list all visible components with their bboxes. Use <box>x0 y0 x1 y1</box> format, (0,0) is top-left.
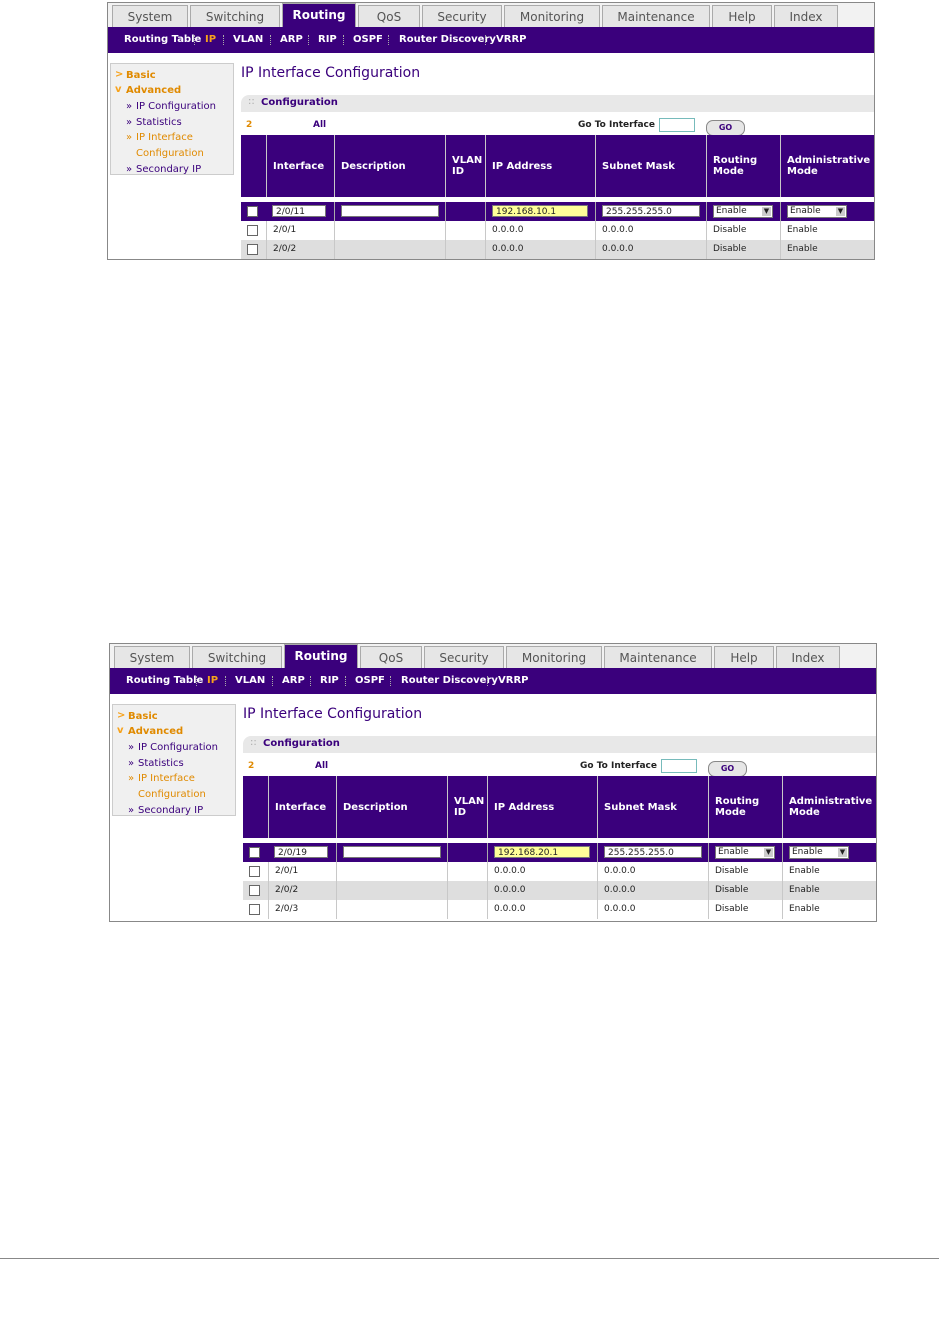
unit-number: 2 <box>248 761 255 771</box>
row-checkbox[interactable] <box>249 885 260 896</box>
section-header <box>241 95 874 112</box>
subnav-vlan[interactable]: VLAN <box>235 675 266 686</box>
menu-ip-interface[interactable]: IP Interface <box>138 773 195 784</box>
tab-routing[interactable]: Routing <box>284 644 358 668</box>
tab-system[interactable]: System <box>112 5 188 27</box>
col-ip-address: IP Address <box>487 776 597 838</box>
chevron-right-icon: > <box>117 710 126 721</box>
table-row: 2/0/1 0.0.0.0 0.0.0.0 Disable Enable <box>243 862 876 881</box>
subnav-vrrp[interactable]: VRRP <box>496 34 527 45</box>
tab-maintenance[interactable]: Maintenance <box>602 5 710 27</box>
menu-basic[interactable]: Basic <box>128 711 158 722</box>
goto-interface-input[interactable] <box>659 118 695 132</box>
tab-security[interactable]: Security <box>424 646 504 668</box>
tab-qos[interactable]: QoS <box>358 5 420 27</box>
table-header <box>241 135 874 197</box>
dropdown-arrow-icon: ▼ <box>763 207 770 215</box>
goto-interface-label: Go To Interface <box>580 761 657 771</box>
table-row: 2/0/2 0.0.0.0 0.0.0.0 Disable Enable <box>241 240 874 259</box>
tab-help[interactable]: Help <box>712 5 772 27</box>
subnav-router-discovery[interactable]: Router Discovery <box>399 34 496 45</box>
subnav-vrrp[interactable]: VRRP <box>498 675 529 686</box>
menu-advanced[interactable]: Advanced <box>128 726 184 737</box>
menu-secondary-ip[interactable]: Secondary IP <box>136 164 202 175</box>
col-interface: Interface <box>266 135 334 197</box>
subnav-ip[interactable]: IP <box>205 34 217 45</box>
row-checkbox[interactable] <box>249 847 260 858</box>
go-button[interactable]: GO <box>708 761 747 777</box>
controls-row <box>243 754 876 776</box>
col-routing-mode: Routing Mode <box>706 135 780 197</box>
subnav-router-discovery[interactable]: Router Discovery <box>401 675 498 686</box>
row-checkbox[interactable] <box>249 866 260 877</box>
screenshot-1 <box>107 2 875 260</box>
interface-input[interactable]: 2/0/11 <box>272 205 326 217</box>
tab-help[interactable]: Help <box>714 646 774 668</box>
menu-secondary-ip[interactable]: Secondary IP <box>138 805 204 816</box>
subnav-routing-table[interactable]: Routing Table <box>124 34 202 45</box>
col-routing-mode: Routing Mode <box>708 776 782 838</box>
side-menu: > Basic v Advanced » IP Configuration » Statistics » IP Interface Configuration » Secondary IP <box>112 704 236 816</box>
administrative-mode-select[interactable]: Enable ▼ <box>787 205 847 218</box>
goto-interface-label: Go To Interface <box>578 120 655 130</box>
col-description: Description <box>336 776 447 838</box>
tab-monitoring[interactable]: Monitoring <box>506 646 602 668</box>
tab-security[interactable]: Security <box>422 5 502 27</box>
menu-advanced[interactable]: Advanced <box>126 85 182 96</box>
chevron-right-icon: > <box>115 69 124 80</box>
tab-qos[interactable]: QoS <box>360 646 422 668</box>
subnav-ospf[interactable]: OSPF <box>355 675 385 686</box>
menu-ip-configuration[interactable]: IP Configuration <box>136 101 216 112</box>
tab-system[interactable]: System <box>114 646 190 668</box>
menu-ip-configuration[interactable]: IP Configuration <box>138 742 218 753</box>
tab-index[interactable]: Index <box>774 5 838 27</box>
grip-icon: :: <box>248 96 255 107</box>
unit-number: 2 <box>246 120 253 130</box>
ip-address-input[interactable]: 192.168.20.1 <box>494 846 590 858</box>
subnav-arp[interactable]: ARP <box>282 675 305 686</box>
tab-switching[interactable]: Switching <box>192 646 282 668</box>
menu-ip-interface-configuration[interactable]: Configuration <box>136 148 204 159</box>
screenshot-2 <box>109 643 877 922</box>
row-checkbox[interactable] <box>247 244 258 255</box>
tab-switching[interactable]: Switching <box>190 5 280 27</box>
routing-mode-select[interactable]: Enable ▼ <box>715 846 775 859</box>
chevron-down-icon: v <box>115 84 122 95</box>
dropdown-arrow-icon: ▼ <box>839 848 846 856</box>
tab-routing[interactable]: Routing <box>282 3 356 27</box>
table-edit-row <box>243 843 876 862</box>
interface-input[interactable]: 2/0/19 <box>274 846 328 858</box>
top-tab-bar <box>110 644 876 668</box>
ip-address-input[interactable]: 192.168.10.1 <box>492 205 588 217</box>
menu-ip-interface-configuration[interactable]: Configuration <box>138 789 206 800</box>
subnav-ip[interactable]: IP <box>207 675 219 686</box>
side-menu: > Basic v Advanced » IP Configuration » Statistics » IP Interface Configuration » Secondary IP <box>110 63 234 175</box>
sub-navigation <box>108 27 874 53</box>
col-administrative-mode: Administrative Mode <box>780 135 875 197</box>
subnet-mask-input[interactable]: 255.255.255.0 <box>602 205 700 217</box>
tab-monitoring[interactable]: Monitoring <box>504 5 600 27</box>
description-input[interactable] <box>343 846 441 858</box>
row-checkbox[interactable] <box>247 206 258 217</box>
subnav-routing-table[interactable]: Routing Table <box>126 675 204 686</box>
grip-icon: :: <box>250 737 257 748</box>
table-row: 2/0/1 0.0.0.0 0.0.0.0 Disable Enable <box>241 221 874 240</box>
page-title: IP Interface Configuration <box>241 65 421 81</box>
routing-mode-select[interactable]: Enable ▼ <box>713 205 773 218</box>
subnav-ospf[interactable]: OSPF <box>353 34 383 45</box>
col-ip-address: IP Address <box>485 135 595 197</box>
menu-basic[interactable]: Basic <box>126 70 156 81</box>
menu-statistics[interactable]: Statistics <box>138 758 184 769</box>
subnet-mask-input[interactable]: 255.255.255.0 <box>604 846 702 858</box>
all-link[interactable]: All <box>315 761 329 771</box>
col-administrative-mode: Administrative Mode <box>782 776 877 838</box>
subnav-rip[interactable]: RIP <box>320 675 339 686</box>
row-checkbox[interactable] <box>249 904 260 915</box>
subnav-arp[interactable]: ARP <box>280 34 303 45</box>
page-title: IP Interface Configuration <box>243 706 423 722</box>
table-header <box>243 776 876 838</box>
table-row: 2/0/3 0.0.0.0 0.0.0.0 Disable Enable <box>243 900 876 919</box>
administrative-mode-select[interactable]: Enable ▼ <box>789 846 849 859</box>
tab-index[interactable]: Index <box>776 646 840 668</box>
col-subnet-mask: Subnet Mask <box>595 135 706 197</box>
chevron-down-icon: v <box>117 725 124 736</box>
dropdown-arrow-icon: ▼ <box>837 207 844 215</box>
table-edit-row <box>241 202 874 221</box>
tab-maintenance[interactable]: Maintenance <box>604 646 712 668</box>
section-title: Configuration <box>263 738 340 749</box>
page-divider <box>0 1258 939 1259</box>
col-interface: Interface <box>268 776 336 838</box>
description-input[interactable] <box>341 205 439 217</box>
col-subnet-mask: Subnet Mask <box>597 776 708 838</box>
goto-interface-input[interactable] <box>661 759 697 773</box>
go-button[interactable]: GO <box>706 120 745 136</box>
col-vlan-id: VLAN ID <box>447 776 487 838</box>
controls-row <box>241 113 874 135</box>
sub-navigation <box>110 668 876 694</box>
table-row: 2/0/2 0.0.0.0 0.0.0.0 Disable Enable <box>243 881 876 900</box>
dropdown-arrow-icon: ▼ <box>765 848 772 856</box>
menu-statistics[interactable]: Statistics <box>136 117 182 128</box>
row-checkbox[interactable] <box>247 225 258 236</box>
menu-ip-interface[interactable]: IP Interface <box>136 132 193 143</box>
subnav-rip[interactable]: RIP <box>318 34 337 45</box>
subnav-vlan[interactable]: VLAN <box>233 34 264 45</box>
all-link[interactable]: All <box>313 120 327 130</box>
section-title: Configuration <box>261 97 338 108</box>
col-vlan-id: VLAN ID <box>445 135 485 197</box>
top-tab-bar <box>108 3 874 27</box>
section-header <box>243 736 876 753</box>
col-description: Description <box>334 135 445 197</box>
